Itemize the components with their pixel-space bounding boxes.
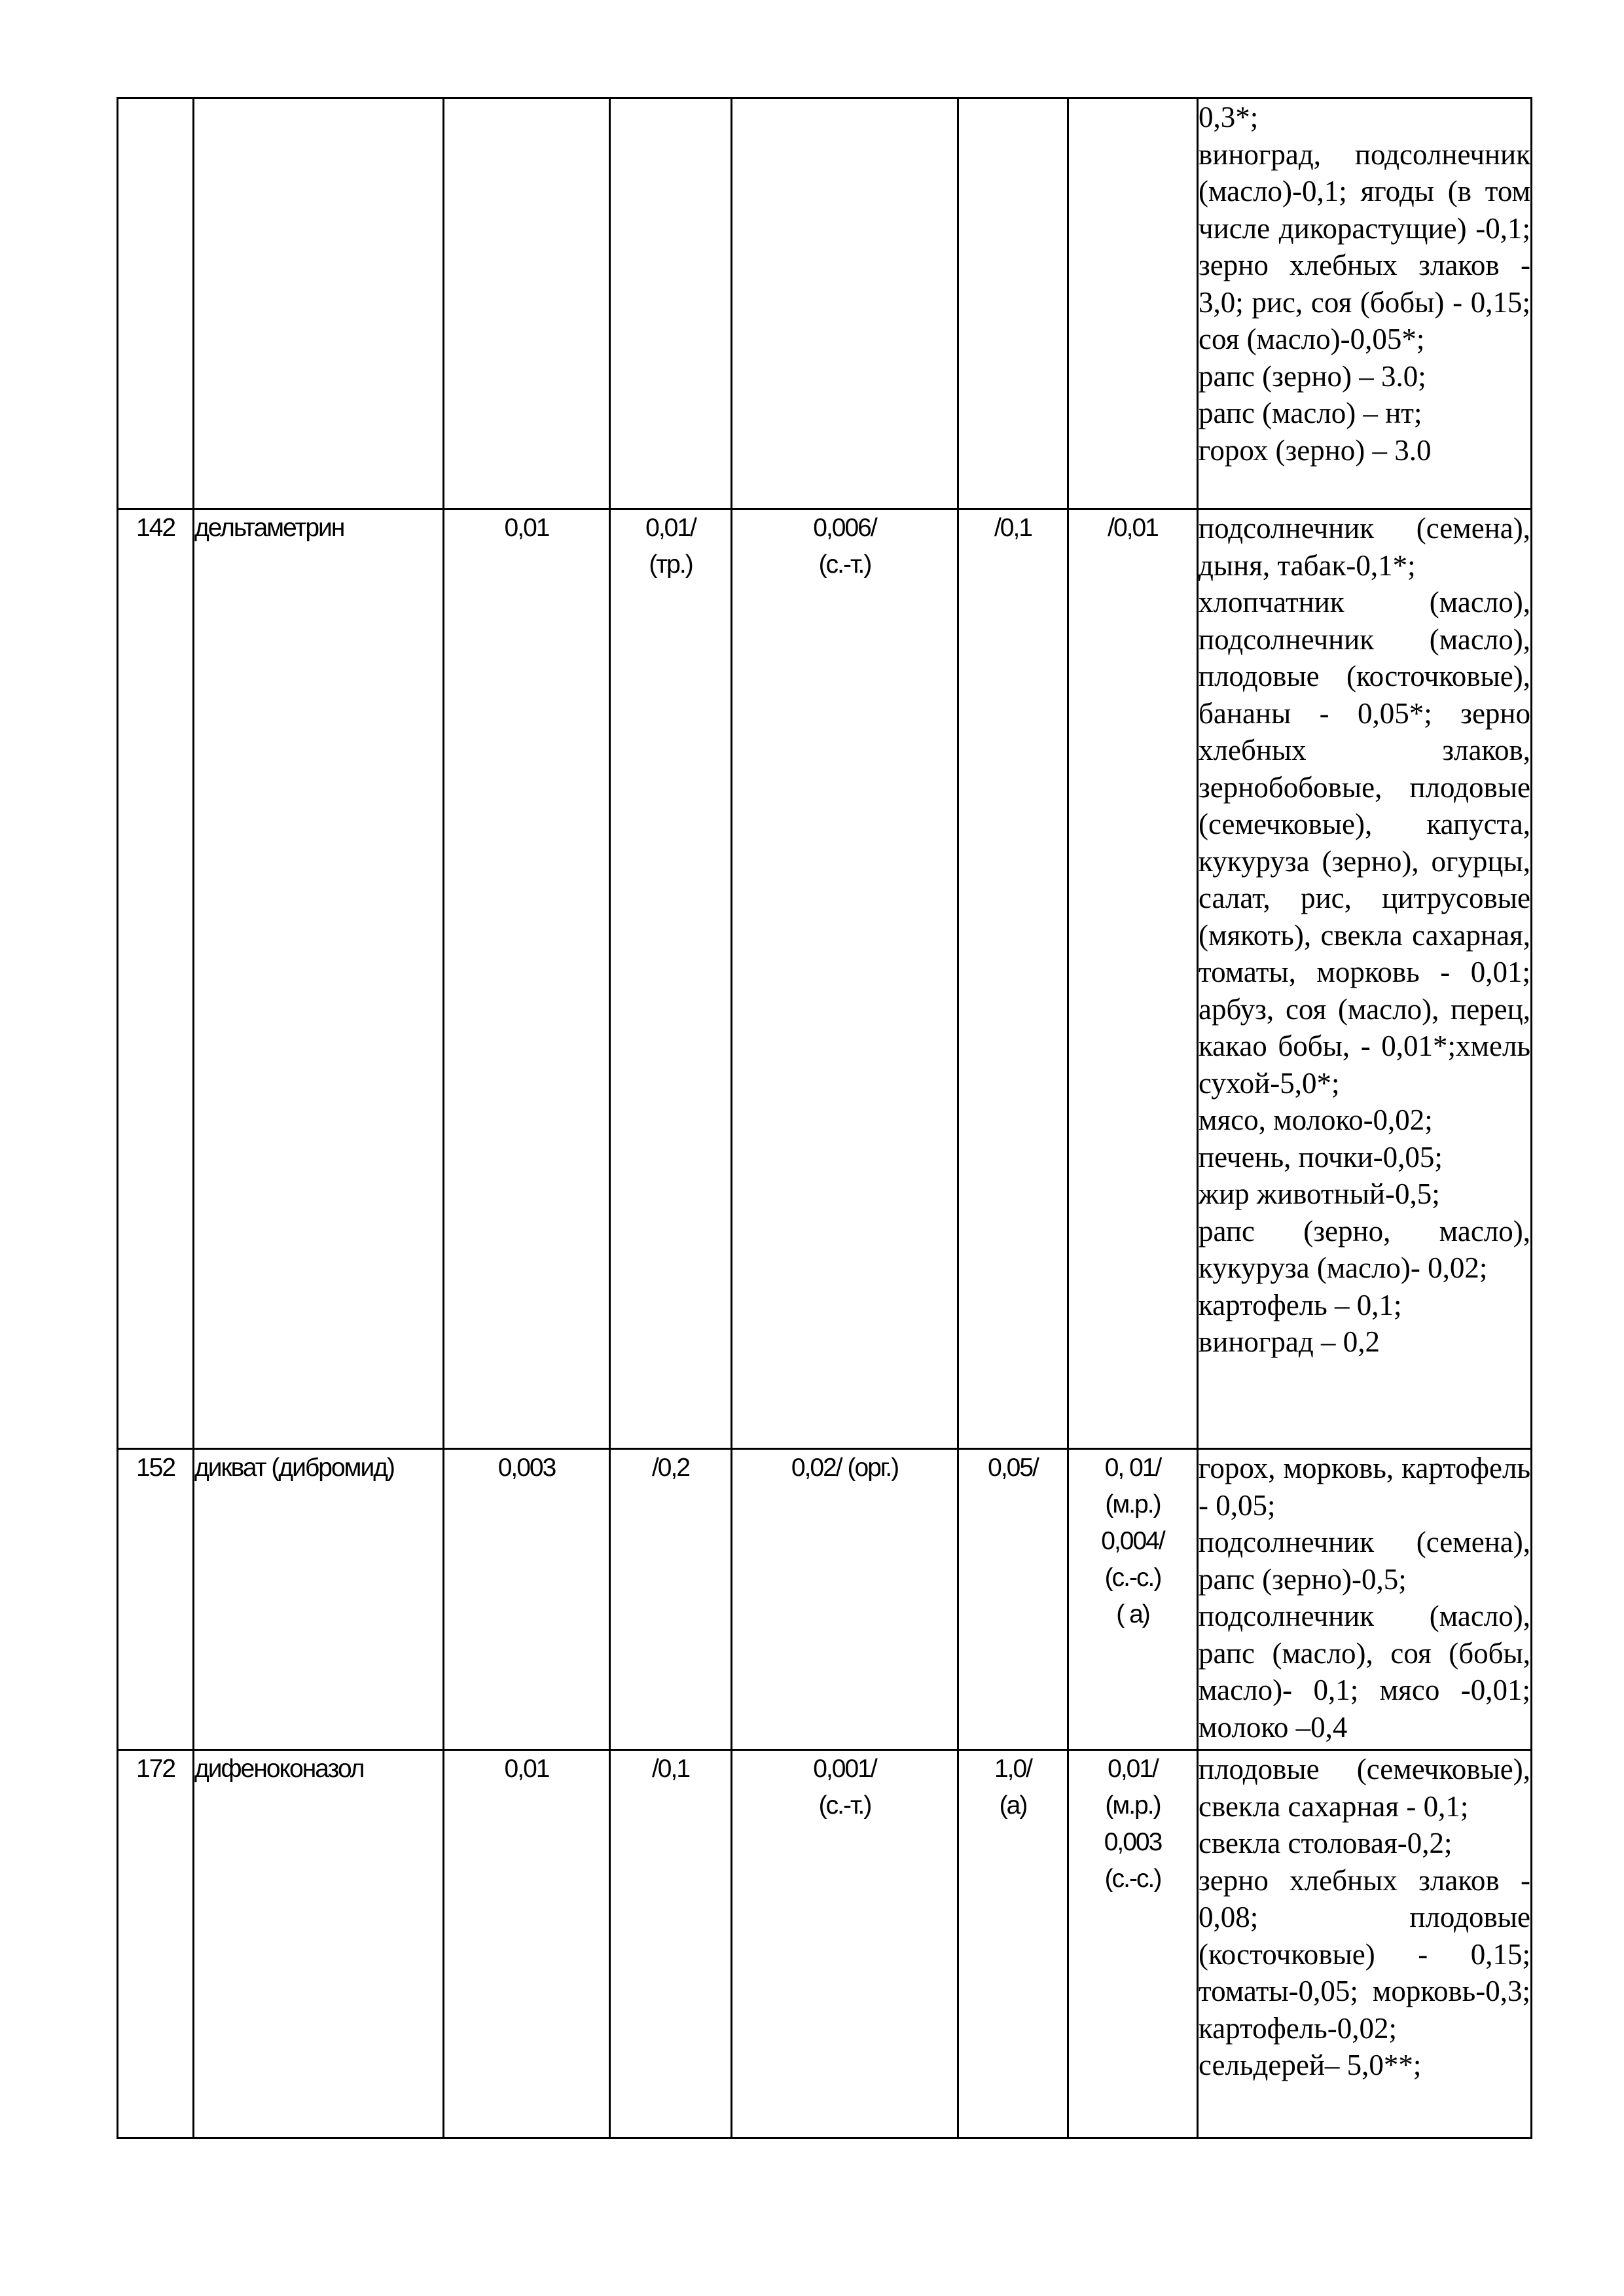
residue-limits-text: 0,3*; виноград, подсолнечник (масло)-0,1; ягоды (в том числе дикорастущие) -0,1; зерно хлебных злаков - 3,0; рис, соя (бобы) - 0,15; соя (масло)-0,05*; рапс (зерно) – 3.0; рапс (масло) – нт; горох (зерно) – 3.0 xyxy=(1198,98,1532,509)
table-row xyxy=(118,1750,1532,2138)
value-cell: 1,0/ (а) xyxy=(958,1750,1068,2138)
value-cell: 0,01 xyxy=(444,1750,610,2138)
value-cell xyxy=(444,98,610,509)
value-cell: 0,01/ (тр.) xyxy=(610,509,732,1449)
value-cell: /0,1 xyxy=(958,509,1068,1449)
value-cell: 0,003 xyxy=(444,1449,610,1750)
value-cell: 0,01/ (м.р.) 0,003 (с.-с.) xyxy=(1068,1750,1198,2138)
substance-name: дельтаметрин xyxy=(194,509,444,1449)
value-cell xyxy=(610,98,732,509)
table-row xyxy=(118,509,1532,1449)
residue-limits-text: подсолнечник (семена), дыня, табак-0,1*; хлопчатник (масло), подсолнечник (масло), плодовые (косточковые), бананы - 0,05*; зерно хлебных злаков, зернобобовые, плодовые (семечковые), капуста, кукуруза (зерно), огурцы, салат, рис, цитрусовые (мякоть), свекла сахарная, томаты, морковь - 0,01; арбуз, соя (масло), перец, какао бобы, - 0,01*;хмель сухой-5,0*; мясо, молоко-0,02; печень, почки-0,05; жир животный-0,5; рапс (зерно, масло), кукуруза (масло)- 0,02; картофель – 0,1; виноград – 0,2 xyxy=(1198,509,1532,1449)
substance-name xyxy=(194,98,444,509)
value-cell: 0, 01/ (м.р.) 0,004/ (с.-с.) ( а) xyxy=(1068,1449,1198,1750)
residue-limits-text: горох, морковь, картофель - 0,05; подсолнечник (семена), рапс (зерно)-0,5; подсолнечник (масло), рапс (масло), соя (бобы, масло)- 0,1; мясо -0,01; молоко –0,4 xyxy=(1198,1449,1532,1750)
value-cell: 0,01 xyxy=(444,509,610,1449)
row-number: 152 xyxy=(118,1449,194,1750)
table-row xyxy=(118,98,1532,509)
row-number xyxy=(118,98,194,509)
substance-name: дифеноконазол xyxy=(194,1750,444,2138)
value-cell: 0,006/ (с.-т.) xyxy=(732,509,958,1449)
substance-name: дикват (дибромид) xyxy=(194,1449,444,1750)
value-cell: /0,1 xyxy=(610,1750,732,2138)
regulation-table xyxy=(117,97,1532,2139)
value-cell xyxy=(1068,98,1198,509)
value-cell: 0,02/ (орг.) xyxy=(732,1449,958,1750)
row-number: 172 xyxy=(118,1750,194,2138)
value-cell xyxy=(732,98,958,509)
value-cell: /0,01 xyxy=(1068,509,1198,1449)
value-cell xyxy=(958,98,1068,509)
residue-limits-text: плодовые (семечковые), свекла сахарная - 0,1; свекла столовая-0,2; зерно хлебных злаков - 0,08; плодовые (косточковые) - 0,15; томаты-0,05; морковь-0,3; картофель-0,02; сельдерей– 5,0**; xyxy=(1198,1750,1532,2138)
table-row xyxy=(118,1449,1532,1750)
value-cell: 0,001/ (с.-т.) xyxy=(732,1750,958,2138)
value-cell: 0,05/ xyxy=(958,1449,1068,1750)
row-number: 142 xyxy=(118,509,194,1449)
value-cell: /0,2 xyxy=(610,1449,732,1750)
